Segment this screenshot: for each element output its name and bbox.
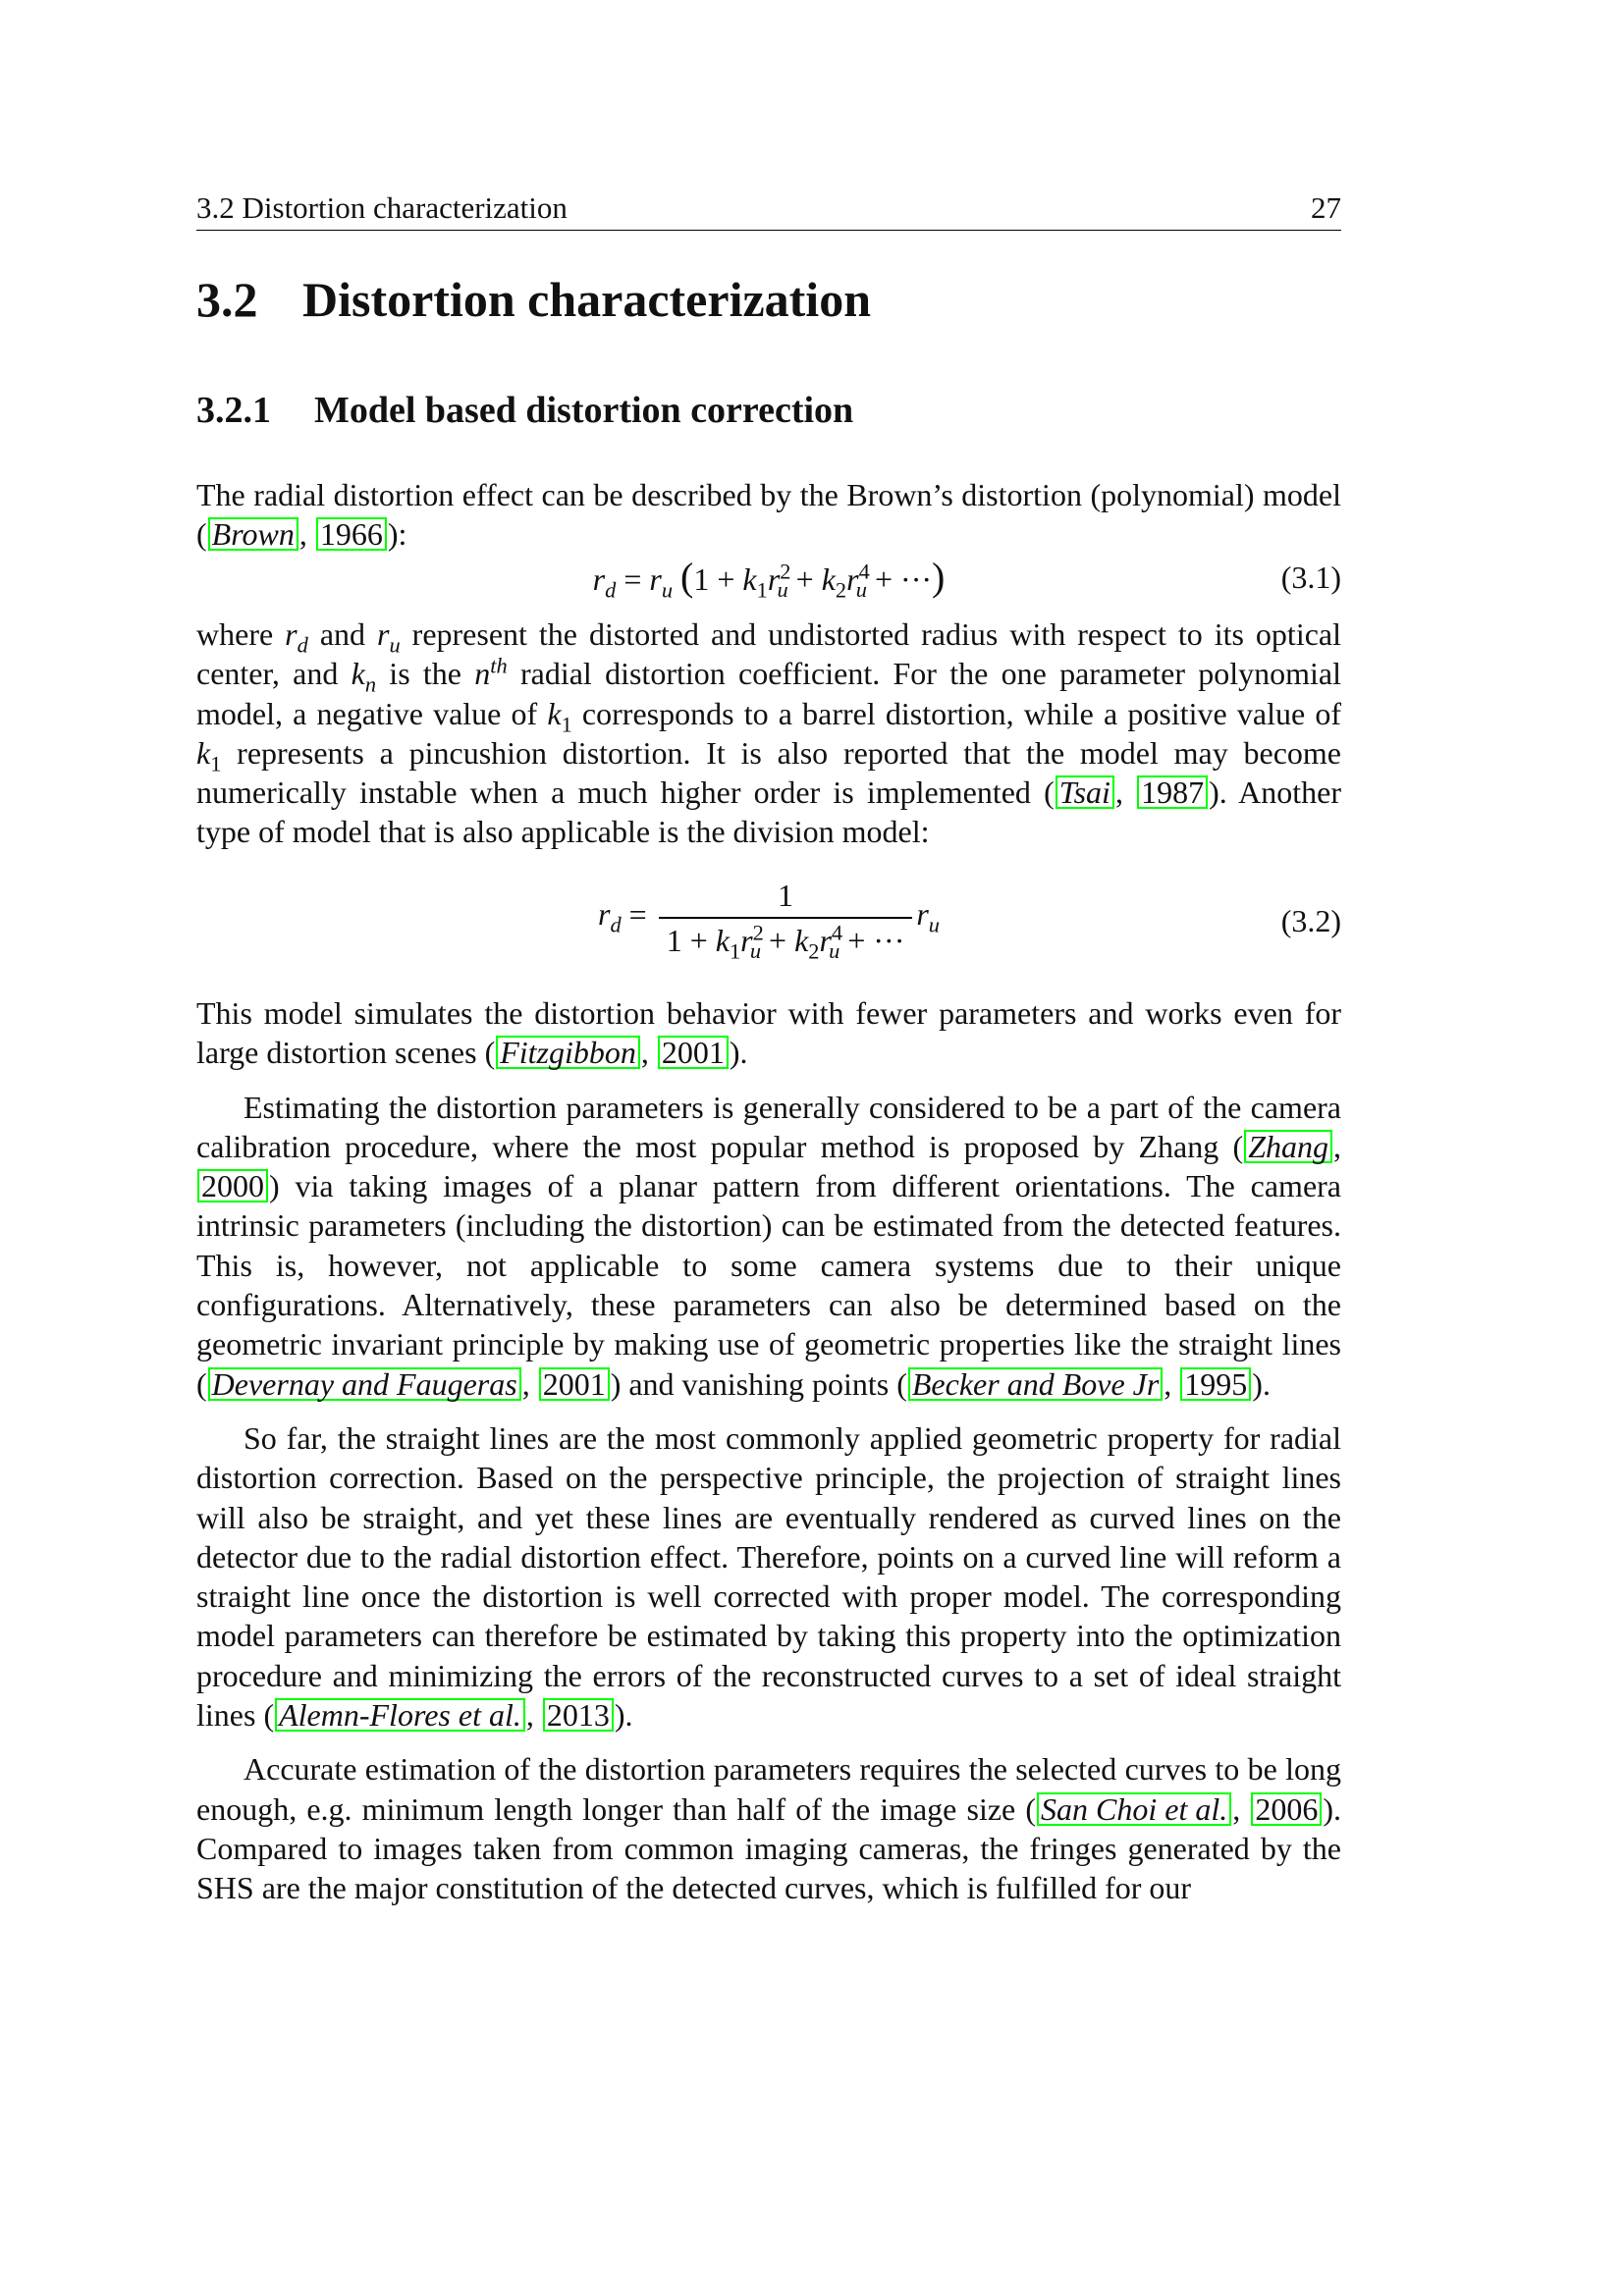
text-run: So far, the straight lines are the most commonly applied geometric property for radial distortion correction. Based on the perspective principle, the projection of straight lines will also be straight, and yet these lines are eventually rendered as curved lines on the detector due to the radial distortion effect. Therefore, points on a curved line will reform a straight line once the distortion is well corrected with proper model. The corresponding model parameters can therefore be estimated by taking this property into the optimization procedure and minimizing the errors of the reconstructed curves to a set of ideal straight lines ( xyxy=(196,1419,1341,1734)
text-run: The radial distortion effect can be described by the Brown’s distortion (polynomial) model ( xyxy=(196,477,1341,553)
text-run: represent the distorted and undistorted radius with respect to its optical center, and xyxy=(196,616,1342,692)
equation-formula: $r_d$ = $\frac{1}{1 + k_1r^2_u + k_2r^4_u + \cdot\cdot\cdot}$ $r_u$ xyxy=(598,878,940,964)
text-run: Estimating the distortion parameters is generally considered to be a part of the camera calibration procedure, where the most popular method is proposed by Zhang ( xyxy=(196,1089,1341,1164)
fraction: $\frac{1}{1 + k_1r^2_u + k_2r^4_u + \cdot\cdot\cdot}$ xyxy=(659,876,913,960)
subsection-title: Model based distortion correction xyxy=(314,390,854,431)
text-run: ) via taking images of a planar pattern from different orientations. The camera intrinsic parameters (including the distortion) can be estimated from the detected features. This is, however, not applicable to some camera systems due to their unique configurations. Alternatively, these parameters can also be determined based on the geometric invariant principle by making use of geometric properties like the straight lines ( xyxy=(196,1168,1341,1402)
text-run: This model simulates the distortion behavior with fewer parameters and works even for large distortion scenes ( xyxy=(196,995,1341,1071)
section-heading xyxy=(196,265,871,334)
citation-year-link[interactable]: 2006 xyxy=(1251,1792,1322,1826)
paragraph-4: Estimating the distortion parameters is generally considered to be a part of the camera calibration procedure, where the most popular method is proposed by Zhang ( Zhang , 2000 ) via taking images of a planar pattern from different orientations. The camera intrinsic parameters (including the distortion) can be estimated from the detected features. This is, however, not applicable to some camera systems due to their unique configurations. Alternatively, these parameters can also be determined based on the geometric invariant principle by making use of geometric properties like the straight lines ( Devernay and Faugeras , 2001 ) and vanishing points ( Becker and Bove Jr , 1995 ). xyxy=(196,1089,1341,1402)
citation-year-link[interactable]: 2001 xyxy=(658,1036,729,1069)
equation-3-2 xyxy=(196,876,1341,970)
citation-year-link[interactable]: 2013 xyxy=(543,1698,614,1732)
page-number: 27 xyxy=(1311,190,1341,225)
paragraph-text: This model simulates the distortion behavior with fewer parameters and works even for large distortion scenes ( Fitzgibbon , 2001 ). xyxy=(196,995,1341,1071)
equation-number: (3.1) xyxy=(1280,560,1341,595)
section-number: 3.2 xyxy=(196,272,258,327)
text-run: ) and vanishing points ( xyxy=(610,1365,907,1402)
citation-year-link[interactable]: 2001 xyxy=(539,1367,610,1401)
subsection-number: 3.2.1 xyxy=(196,390,271,431)
citation-year-link[interactable]: 1966 xyxy=(316,517,387,551)
section-title: Distortion characterization xyxy=(302,272,872,327)
text-run: represents a pincushion distortion. It is also reported that the model may become numerically instable when a much higher order is implemented ( xyxy=(196,734,1341,811)
text-run: ). Another type of model that is also applicable is the division model: xyxy=(196,774,1342,850)
paragraph-3 xyxy=(196,993,1341,1923)
text-run: Accurate estimation of the distortion parameters requires the selected curves to be long enough, e.g. minimum length longer than half of the image size ( xyxy=(196,1751,1341,1827)
citation-author-link[interactable]: Tsai xyxy=(1056,775,1114,809)
paragraph-text: where $r_d$ and $r_u$ represent the distorted and undistorted radius with respect to its optical center, and $k_n$ is the $n^{th}$ radial distortion coefficient. For the one parameter polynomial model, a negative value of $k_1$ corresponds to a barrel distortion, while a positive value of $k_1$ represents a pincushion distortion. It is also reported that the model may become numerically instable when a much higher order is implemented ( Tsai , 1987 ). Another type of model that is also applicable is the division model: xyxy=(196,616,1342,850)
text-run: corresponds to a barrel distortion, while a positive value of xyxy=(571,695,1341,731)
equation-number: (3.2) xyxy=(1280,903,1341,938)
text-run: ). xyxy=(614,1697,633,1734)
equation-formula: $r_d = r_u$ ($1 + k_1r^2_u + k_2r^4_u$ + ···) xyxy=(592,555,946,603)
citation-author-link[interactable]: Devernay and Faugeras xyxy=(208,1367,521,1401)
citation-author-link[interactable]: Fitzgibbon xyxy=(496,1036,640,1069)
text-run: is the xyxy=(376,656,475,692)
text-run: where xyxy=(196,616,286,652)
text-run: ). xyxy=(1252,1365,1271,1402)
paragraph-text: The radial distortion effect can be described by the Brown’s distortion (polynomial) model ( Brown , 1966 ): xyxy=(196,477,1341,553)
running-title: 3.2 Distortion characterization xyxy=(196,190,568,225)
text-run: ). xyxy=(729,1035,748,1071)
equation-3-1 xyxy=(196,555,1341,603)
text-run: ): xyxy=(387,516,407,553)
paragraph-1 xyxy=(196,475,1341,569)
text-run: radial distortion coefficient. For the one parameter polynomial model, a negative value of xyxy=(196,656,1342,731)
text-run: ). Compared to images taken from common imaging cameras, the fringes generated by the SHS are the major constitution of the detected curves, which is fulfilled for our xyxy=(196,1790,1342,1906)
running-header xyxy=(196,187,1341,231)
paragraph-2 xyxy=(196,614,1341,867)
citation-author-link[interactable]: San Choi et al. xyxy=(1037,1792,1231,1826)
citation-author-link[interactable]: Zhang xyxy=(1244,1130,1332,1163)
citation-author-link[interactable]: Becker and Bove Jr xyxy=(908,1367,1163,1401)
citation-year-link[interactable]: 2000 xyxy=(197,1169,268,1202)
subsection-heading xyxy=(196,381,853,440)
paragraph-6: Accurate estimation of the distortion parameters requires the selected curves to be long enough, e.g. minimum length longer than half of the image size ( San Choi et al. , 2006 ). Compared to images taken from common imaging cameras, the fringes generated by the SHS are the major constitution of the detected curves, which is fulfilled for our xyxy=(196,1751,1342,1906)
citation-year-link[interactable]: 1995 xyxy=(1180,1367,1251,1401)
citation-author-link[interactable]: Brown xyxy=(208,517,298,551)
text-run: and xyxy=(307,616,378,652)
citation-author-link[interactable]: Alemn-Flores et al. xyxy=(275,1698,525,1732)
fraction-numerator: 1 xyxy=(778,878,794,913)
paragraph-5: So far, the straight lines are the most commonly applied geometric property for radial distortion correction. Based on the perspective principle, the projection of straight lines will also be straight, and yet these lines are eventually rendered as curved lines on the detector due to the radial distortion effect. Therefore, points on a curved line will reform a straight line once the distortion is well corrected with proper model. The corresponding model parameters can therefore be estimated by taking this property into the optimization procedure and minimizing the errors of the reconstructed curves to a set of ideal straight lines ( Alemn-Flores et al. , 2013 ). xyxy=(196,1419,1341,1734)
citation-year-link[interactable]: 1987 xyxy=(1137,775,1208,809)
